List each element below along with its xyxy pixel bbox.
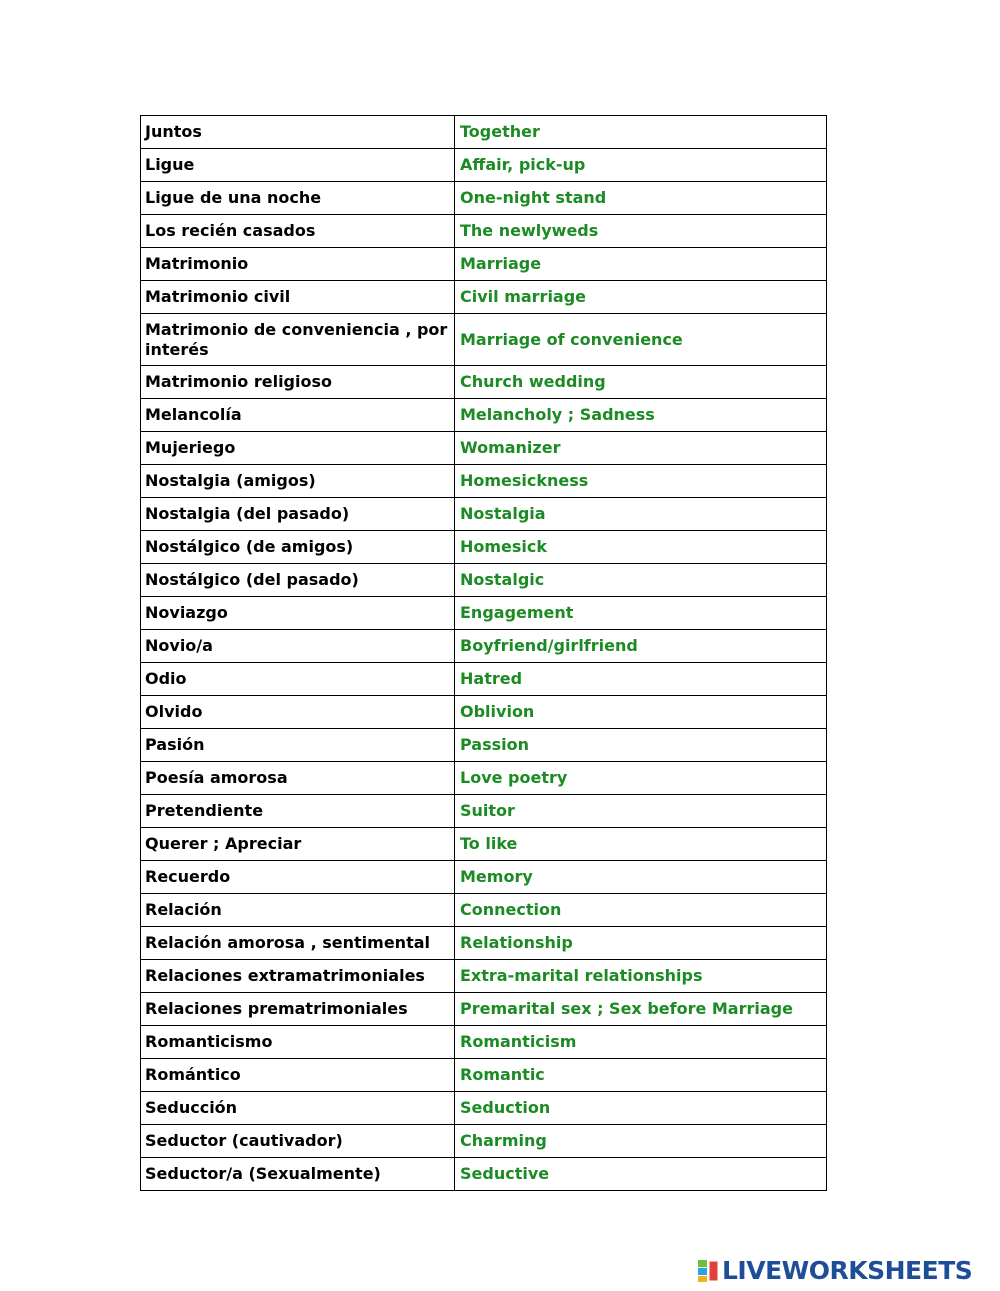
- spanish-term: Matrimonio religioso: [141, 366, 455, 399]
- table-row: [141, 399, 827, 432]
- table-row: [141, 993, 827, 1026]
- english-translation: Suitor: [455, 795, 827, 828]
- table-row: [141, 696, 827, 729]
- english-translation: Nostalgia: [455, 498, 827, 531]
- english-translation: Engagement: [455, 597, 827, 630]
- spanish-term: Pasión: [141, 729, 455, 762]
- table-row: [141, 960, 827, 993]
- english-translation: Seduction: [455, 1092, 827, 1125]
- table-row: [141, 597, 827, 630]
- english-translation: Oblivion: [455, 696, 827, 729]
- vocabulary-table-body: [141, 116, 827, 1191]
- table-row: [141, 1092, 827, 1125]
- spanish-term: Relación: [141, 894, 455, 927]
- spanish-term: Nostalgia (del pasado): [141, 498, 455, 531]
- spanish-term: Seducción: [141, 1092, 455, 1125]
- english-translation: Extra-marital relationships: [455, 960, 827, 993]
- vocabulary-table: [140, 115, 827, 1191]
- spanish-term: Querer ; Apreciar: [141, 828, 455, 861]
- english-translation: Nostalgic: [455, 564, 827, 597]
- table-row: [141, 1158, 827, 1191]
- english-translation: Church wedding: [455, 366, 827, 399]
- english-translation: Melancholy ; Sadness: [455, 399, 827, 432]
- spanish-term: Relaciones prematrimoniales: [141, 993, 455, 1026]
- table-row: [141, 894, 827, 927]
- table-row: [141, 828, 827, 861]
- table-row: [141, 531, 827, 564]
- spanish-term: Poesía amorosa: [141, 762, 455, 795]
- table-row: [141, 498, 827, 531]
- liveworksheets-logo[interactable]: [697, 1258, 972, 1284]
- english-translation: Homesickness: [455, 465, 827, 498]
- english-translation: Affair, pick-up: [455, 149, 827, 182]
- spanish-term: Relaciones extramatrimoniales: [141, 960, 455, 993]
- table-row: [141, 795, 827, 828]
- english-translation: Seductive: [455, 1158, 827, 1191]
- english-translation: The newlyweds: [455, 215, 827, 248]
- english-translation: Marriage of convenience: [455, 314, 827, 366]
- english-translation: Premarital sex ; Sex before Marriage: [455, 993, 827, 1026]
- spanish-term: Odio: [141, 663, 455, 696]
- english-translation: Romanticism: [455, 1026, 827, 1059]
- english-translation: Connection: [455, 894, 827, 927]
- english-translation: Romantic: [455, 1059, 827, 1092]
- table-row: [141, 1059, 827, 1092]
- table-row: [141, 663, 827, 696]
- spanish-term: Ligue: [141, 149, 455, 182]
- spanish-term: Novio/a: [141, 630, 455, 663]
- english-translation: Marriage: [455, 248, 827, 281]
- spanish-term: Ligue de una noche: [141, 182, 455, 215]
- liveworksheets-logo-text: LIVEWORKSHEETS: [722, 1256, 973, 1285]
- spanish-term: Matrimonio civil: [141, 281, 455, 314]
- english-translation: Passion: [455, 729, 827, 762]
- english-translation: Relationship: [455, 927, 827, 960]
- table-row: [141, 281, 827, 314]
- spanish-term: Melancolía: [141, 399, 455, 432]
- spanish-term: Olvido: [141, 696, 455, 729]
- spanish-term: Matrimonio: [141, 248, 455, 281]
- english-translation: Together: [455, 116, 827, 149]
- english-translation: Hatred: [455, 663, 827, 696]
- table-row: [141, 564, 827, 597]
- spanish-term: Nostalgia (amigos): [141, 465, 455, 498]
- spanish-term: Los recién casados: [141, 215, 455, 248]
- spanish-term: Pretendiente: [141, 795, 455, 828]
- table-row: [141, 762, 827, 795]
- spanish-term: Nostálgico (del pasado): [141, 564, 455, 597]
- table-row: [141, 630, 827, 663]
- english-translation: To like: [455, 828, 827, 861]
- spanish-term: Mujeriego: [141, 432, 455, 465]
- spanish-term: Seductor (cautivador): [141, 1125, 455, 1158]
- table-row: [141, 729, 827, 762]
- english-translation: One-night stand: [455, 182, 827, 215]
- spanish-term: Matrimonio de conveniencia , por interés: [141, 314, 455, 366]
- table-row: [141, 1125, 827, 1158]
- spanish-term: Seductor/a (Sexualmente): [141, 1158, 455, 1191]
- spanish-term: Recuerdo: [141, 861, 455, 894]
- table-row: [141, 366, 827, 399]
- spanish-term: Nostálgico (de amigos): [141, 531, 455, 564]
- spanish-term: Relación amorosa , sentimental: [141, 927, 455, 960]
- table-row: [141, 215, 827, 248]
- table-row: [141, 465, 827, 498]
- english-translation: Love poetry: [455, 762, 827, 795]
- spanish-term: Noviazgo: [141, 597, 455, 630]
- spanish-term: Juntos: [141, 116, 455, 149]
- english-translation: Charming: [455, 1125, 827, 1158]
- liveworksheets-logo-icon: [697, 1259, 719, 1283]
- table-row: [141, 314, 827, 366]
- table-row: [141, 116, 827, 149]
- table-row: [141, 927, 827, 960]
- table-row: [141, 861, 827, 894]
- table-row: [141, 149, 827, 182]
- table-row: [141, 432, 827, 465]
- spanish-term: Romántico: [141, 1059, 455, 1092]
- table-row: [141, 1026, 827, 1059]
- english-translation: Memory: [455, 861, 827, 894]
- english-translation: Homesick: [455, 531, 827, 564]
- spanish-term: Romanticismo: [141, 1026, 455, 1059]
- english-translation: Boyfriend/girlfriend: [455, 630, 827, 663]
- english-translation: Womanizer: [455, 432, 827, 465]
- table-row: [141, 182, 827, 215]
- english-translation: Civil marriage: [455, 281, 827, 314]
- table-row: [141, 248, 827, 281]
